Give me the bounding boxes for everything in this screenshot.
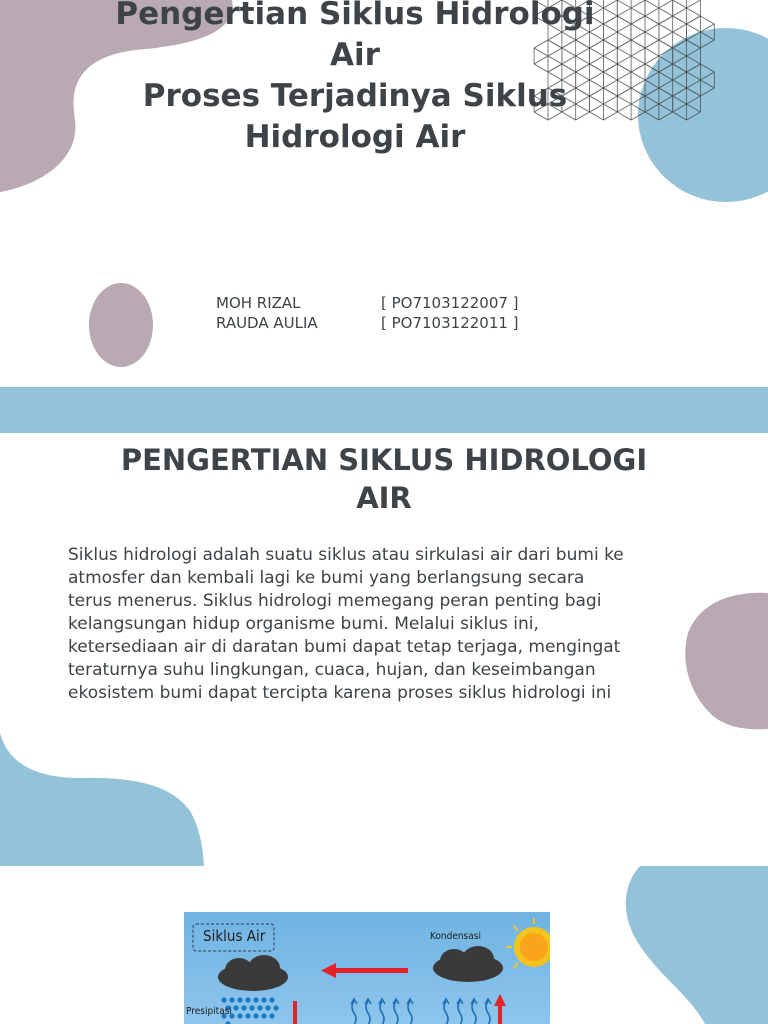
section-title-line: PENGERTIAN SIKLUS HIDROLOGI <box>120 443 648 477</box>
paragraph-line: Siklus hidrologi adalah suatu siklus atau sirkulasi air dari bumi ke <box>68 545 624 565</box>
blue-circle-shape <box>638 28 768 202</box>
blue-blob-shape <box>0 733 204 866</box>
author-id: [ PO7103122011 ] <box>381 314 519 332</box>
author-name: RAUDA AULIA <box>216 314 318 332</box>
arrow-bar-icon <box>293 1001 297 1024</box>
blue-blob-shape <box>626 866 768 1024</box>
section-title-line: AIR <box>356 481 412 515</box>
mauve-oval-shape <box>89 283 153 367</box>
paragraph-line: teraturnya suhu lingkungan, cuaca, hujan, dan keseimbangan <box>68 660 596 680</box>
slide-divider-band <box>0 387 768 433</box>
arrow-left-icon <box>321 963 408 978</box>
water-cycle-slide <box>0 866 768 1024</box>
condensation-label: Kondensasi <box>430 931 481 942</box>
title-slide <box>0 0 768 387</box>
presentation-title <box>60 0 650 158</box>
title-line: Hidrologi Air <box>244 119 466 155</box>
cloud-icon <box>433 946 503 982</box>
paragraph-line: terus menerus. Siklus hidrologi memegang peran penting bagi <box>68 591 602 611</box>
paragraph-line: ekosistem bumi dapat tercipta karena proses siklus hidrologi ini <box>68 683 612 703</box>
author-row <box>216 293 519 313</box>
water-cycle-diagram <box>184 912 550 1024</box>
paragraph-line: kelangsungan hidup organisme bumi. Melalui siklus ini, <box>68 614 539 634</box>
cloud-icon <box>218 955 288 991</box>
section-title <box>60 441 708 517</box>
author-name: MOH RIZAL <box>216 294 301 312</box>
title-line: Pengertian Siklus Hidrologi <box>115 0 595 32</box>
arrow-up-icon <box>494 994 506 1024</box>
title-line: Air <box>330 37 380 73</box>
definition-slide <box>0 433 768 866</box>
title-line: Proses Terjadinya Siklus <box>142 78 568 114</box>
paragraph-line: ketersediaan air di daratan bumi dapat tetap terjaga, mengingat <box>68 637 621 657</box>
precipitation-label: Presipitasi <box>186 1006 232 1017</box>
author-id: [ PO7103122007 ] <box>381 294 519 312</box>
definition-paragraph <box>68 544 708 705</box>
paragraph-line: atmosfer dan kembali lagi ke bumi yang berlangsung secara <box>68 568 585 588</box>
author-list <box>216 293 519 333</box>
author-row <box>216 313 519 333</box>
sun-icon <box>506 918 550 968</box>
diagram-title: Siklus Air <box>203 927 266 945</box>
evaporation-icon <box>351 999 491 1024</box>
